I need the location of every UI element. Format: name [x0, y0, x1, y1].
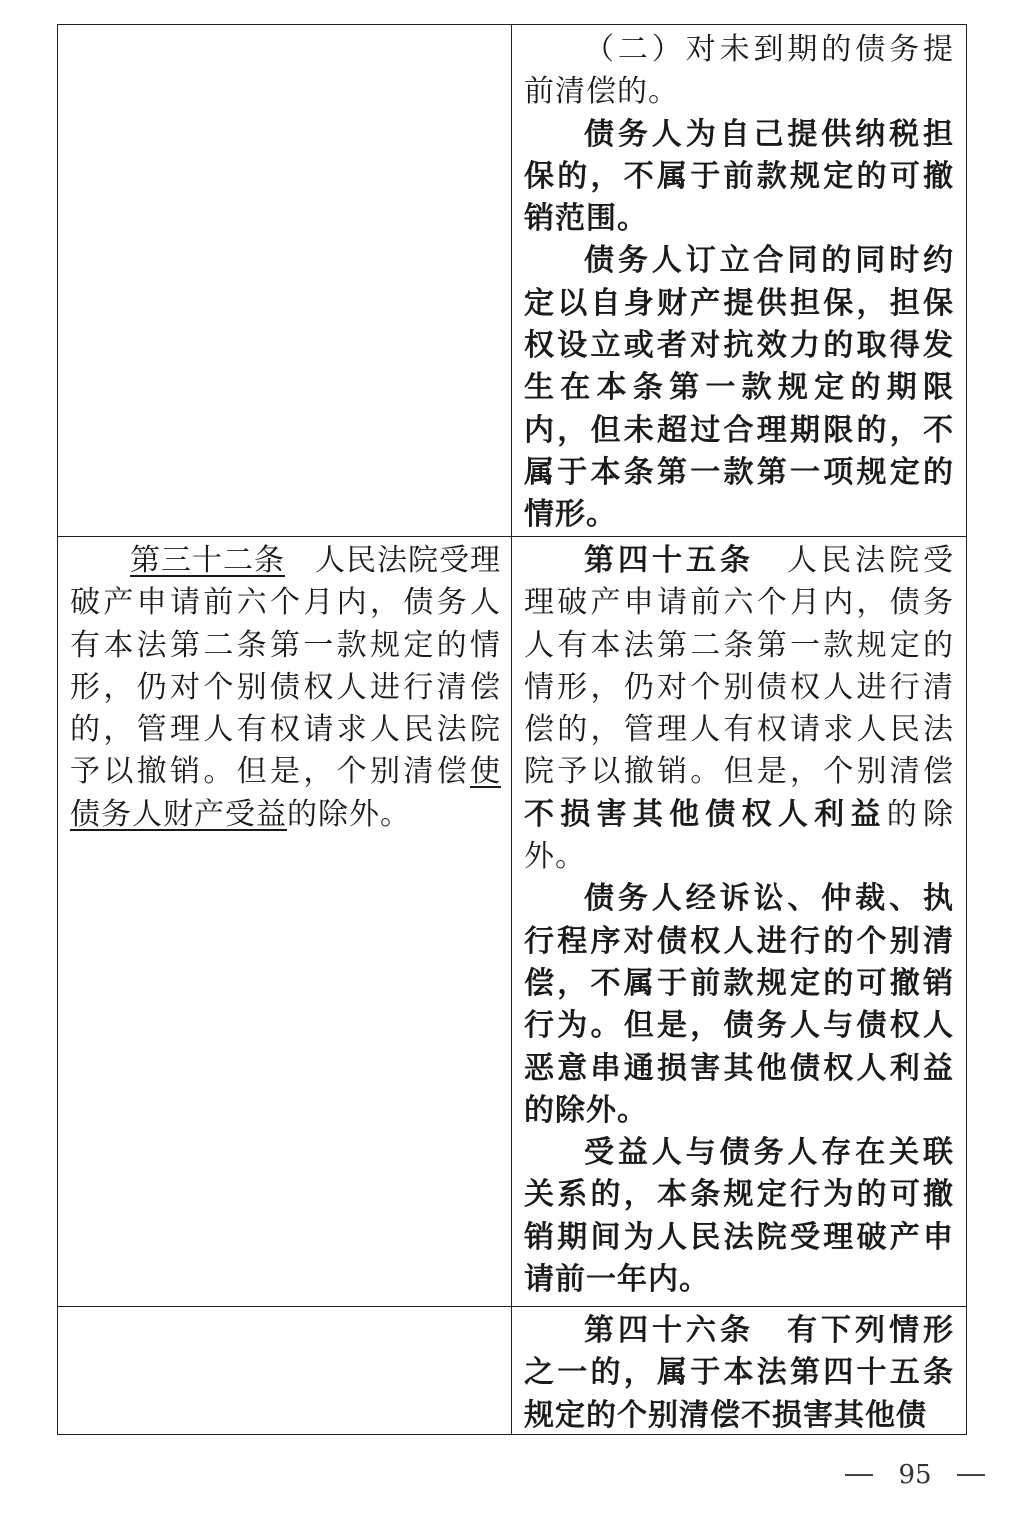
paragraph-item-two: （二）对未到期的债务提前清偿的。: [524, 32, 954, 110]
table-row: [58, 25, 966, 537]
old-law-cell: [58, 536, 512, 1306]
paragraph-related-party: 受益人与债务人存在关联关系的，本条规定行为的可撤销期间为人民法院受理破产申请前一年内。: [524, 1135, 954, 1298]
article-45-paragraph: 第四十五条 人民法院受理破产申请前六个月内，债务人有本法第二条第一款规定的情形，仍对个别债权人进行清偿的，管理人有权请求人民法院予以撤销。但是，个别清偿不损害其他债权人利益的除外。: [524, 543, 955, 875]
paragraph-tax-guarantee: 债务人为自己提供纳税担保的，不属于前款规定的可撤销范围。: [524, 116, 954, 237]
article-45-heading: 第四十五条: [584, 543, 754, 578]
article-32-heading: 第三十二条: [130, 543, 285, 578]
table-row: [58, 1306, 966, 1434]
footer-dash-right: [957, 1474, 985, 1476]
old-law-cell: [58, 25, 512, 536]
page-footer: [845, 1455, 985, 1495]
article-46-heading: 第四十六条: [584, 1313, 754, 1348]
article-32-paragraph: 第三十二条 人民法院受理破产申请前六个月内，债务人有本法第二条第一款规定的情形，仍对个别债权人进行清偿的，管理人有权请求人民法院予以撤销。但是，个别清偿使债务人财产受益的除外。: [70, 543, 501, 832]
new-law-cell: [512, 25, 966, 536]
paragraph-litigation-clearance: 债务人经诉讼、仲裁、执行程序对债权人进行的个别清偿，不属于前款规定的可撤销行为。但是，债务人与债权人恶意串通损害其他债权人利益的除外。: [524, 881, 954, 1128]
article-46-paragraph: 第四十六条 有下列情形之一的，属于本法第四十五条规定的个别清偿不损害其他债: [524, 1313, 954, 1433]
new-law-cell: [512, 536, 966, 1306]
footer-dash-left: [845, 1474, 873, 1476]
new-law-cell: [512, 1306, 966, 1434]
bold-phrase: 不损害其他债权人利益: [524, 796, 887, 832]
paragraph-contract-guarantee: 债务人订立合同的同时约定以自身财产提供担保，担保权设立或者对抗效力的取得发生在本条第一款规定的期限内，但未超过合理期限的，不属于本条第一款第一项规定的情形。: [524, 243, 954, 533]
old-law-cell: [58, 1306, 512, 1434]
underlined-phrase: 使债务人财产受益: [70, 754, 501, 832]
table-row: [58, 536, 966, 1307]
page-number: 95: [898, 1460, 932, 1490]
comparison-table: [57, 24, 967, 1435]
